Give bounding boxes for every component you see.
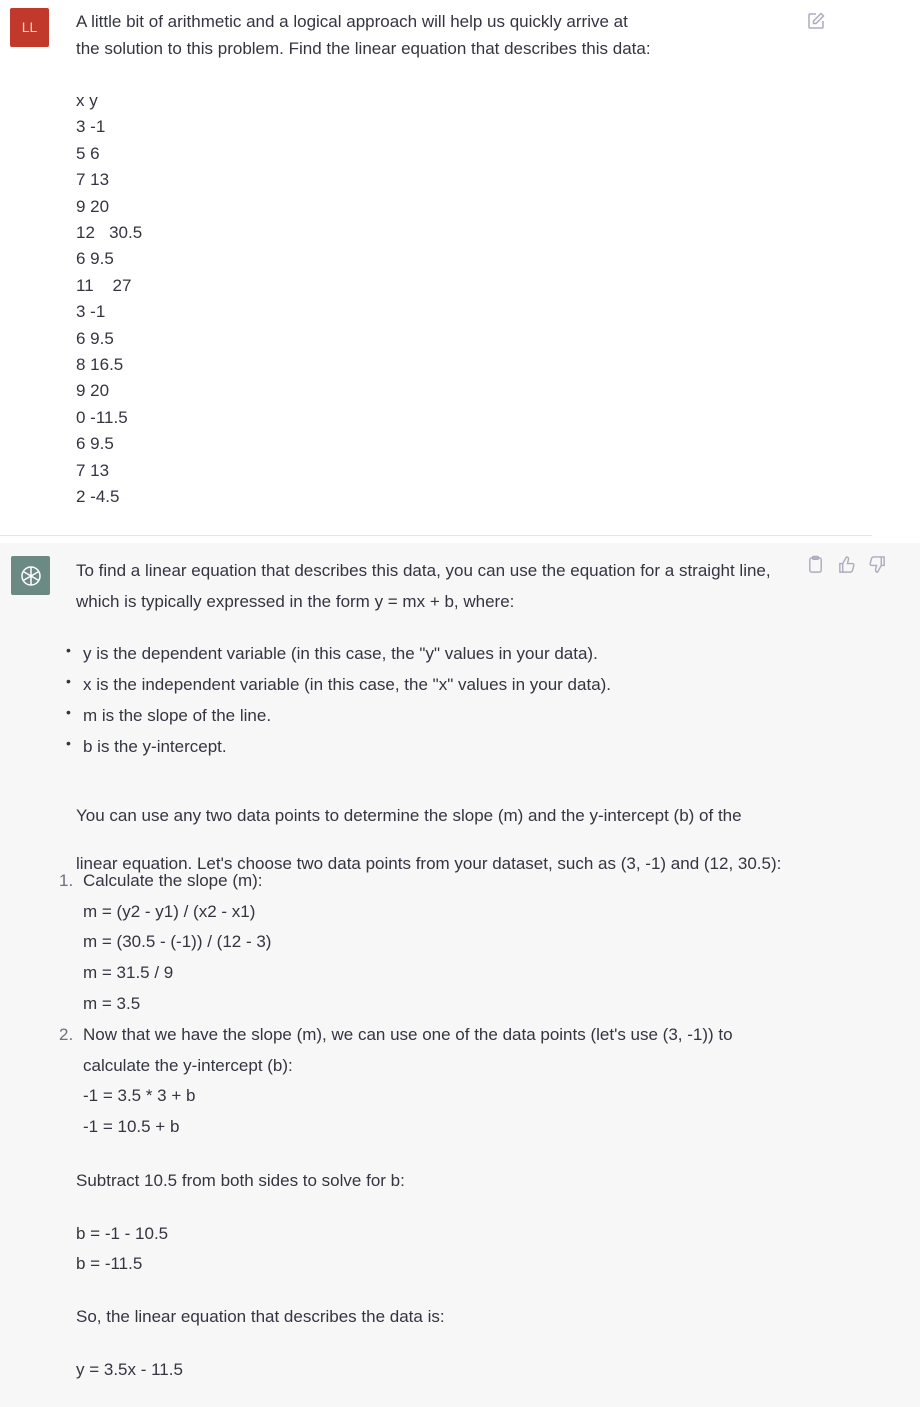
data-header: x y [76, 91, 98, 110]
data-row: 9 20 [76, 196, 110, 216]
step-number: 1. [59, 871, 74, 890]
assistant-message [0, 543, 920, 1407]
user-avatar: LL [10, 8, 49, 47]
list-item: • b is the y-intercept. [66, 731, 611, 762]
user-line-1: A little bit of arithmetic and a logical approach will help us quickly arrive at [76, 12, 628, 31]
data-row: 8 16.5 [76, 355, 124, 375]
step-number: 2. [59, 1025, 74, 1044]
method-line-1: You can use any two data points to determine the slope (m) and the y-intercept (b) of the [76, 806, 742, 825]
openai-logo-icon [19, 564, 43, 588]
data-row: 7 13 [76, 460, 110, 480]
data-row: 5 6 [76, 143, 100, 163]
edit-icon [806, 11, 826, 31]
data-row: 3 -1 [76, 117, 106, 137]
subtract-text: Subtract 10.5 from both sides to solve for b: [76, 1171, 405, 1190]
step-line: m = (30.5 - (-1)) / (12 - 3) [83, 932, 272, 952]
step-line: -1 = 10.5 + b [83, 1117, 180, 1137]
thumbs-down-button[interactable] [868, 555, 887, 574]
thumbs-up-icon [837, 555, 856, 574]
data-table [76, 88, 142, 511]
edit-message-button[interactable] [806, 11, 826, 31]
b-equation-1: b = -1 - 10.5 [76, 1224, 169, 1243]
data-row: 12 30.5 [76, 223, 143, 243]
assistant-avatar [11, 556, 50, 595]
step-line: m = 31.5 / 9 [83, 963, 174, 983]
user-line-2: the solution to this problem. Find the linear equation that describes this data: [76, 39, 651, 58]
data-row: 3 -1 [76, 302, 106, 322]
data-row: 6 9.5 [76, 249, 114, 269]
data-row: 9 20 [76, 381, 110, 401]
step-line: Now that we have the slope (m), we can use one of the data points (let's use (3, -1)) to [83, 1025, 733, 1044]
final-equation: y = 3.5x - 11.5 [76, 1360, 183, 1379]
thumbs-up-button[interactable] [837, 555, 856, 574]
step-line: -1 = 3.5 * 3 + b [83, 1086, 196, 1106]
data-row: 2 -4.5 [76, 487, 120, 507]
assistant-intro [76, 556, 806, 617]
data-row: 6 9.5 [76, 434, 114, 454]
method-line-2: linear equation. Let's choose two data points from your dataset, such as (3, -1) and (12, 30.5): [76, 854, 782, 873]
thumbs-down-icon [868, 555, 887, 574]
intro-line-2: which is typically expressed in the form y = mx + b, where: [76, 591, 515, 611]
clipboard-icon [806, 555, 825, 574]
step-line: m = (y2 - y1) / (x2 - x1) [83, 901, 256, 921]
data-row: 0 -11.5 [76, 407, 128, 427]
conclusion-text: So, the linear equation that describes the data is: [76, 1307, 445, 1326]
copy-button[interactable] [806, 555, 825, 574]
user-message-text [76, 8, 716, 62]
b-equation-2: b = -11.5 [76, 1254, 143, 1273]
definition-list [66, 638, 611, 762]
list-item: • x is the independent variable (in this case, the "x" values in your data). [66, 669, 611, 700]
intro-line-1: To find a linear equation that describes this data, you can use the equation for a straight line, [76, 561, 771, 580]
user-message [0, 0, 920, 536]
message-divider [0, 535, 872, 536]
data-row: 11 27 [76, 275, 132, 295]
step-line: Calculate the slope (m): [83, 871, 263, 890]
list-item: • m is the slope of the line. [66, 700, 611, 731]
data-row: 6 9.5 [76, 328, 114, 348]
step-line: m = 3.5 [83, 993, 141, 1013]
list-item: • y is the dependent variable (in this case, the "y" values in your data). [66, 638, 611, 669]
message-actions [806, 555, 887, 574]
step-line: calculate the y-intercept (b): [83, 1055, 293, 1075]
data-row: 7 13 [76, 170, 110, 190]
